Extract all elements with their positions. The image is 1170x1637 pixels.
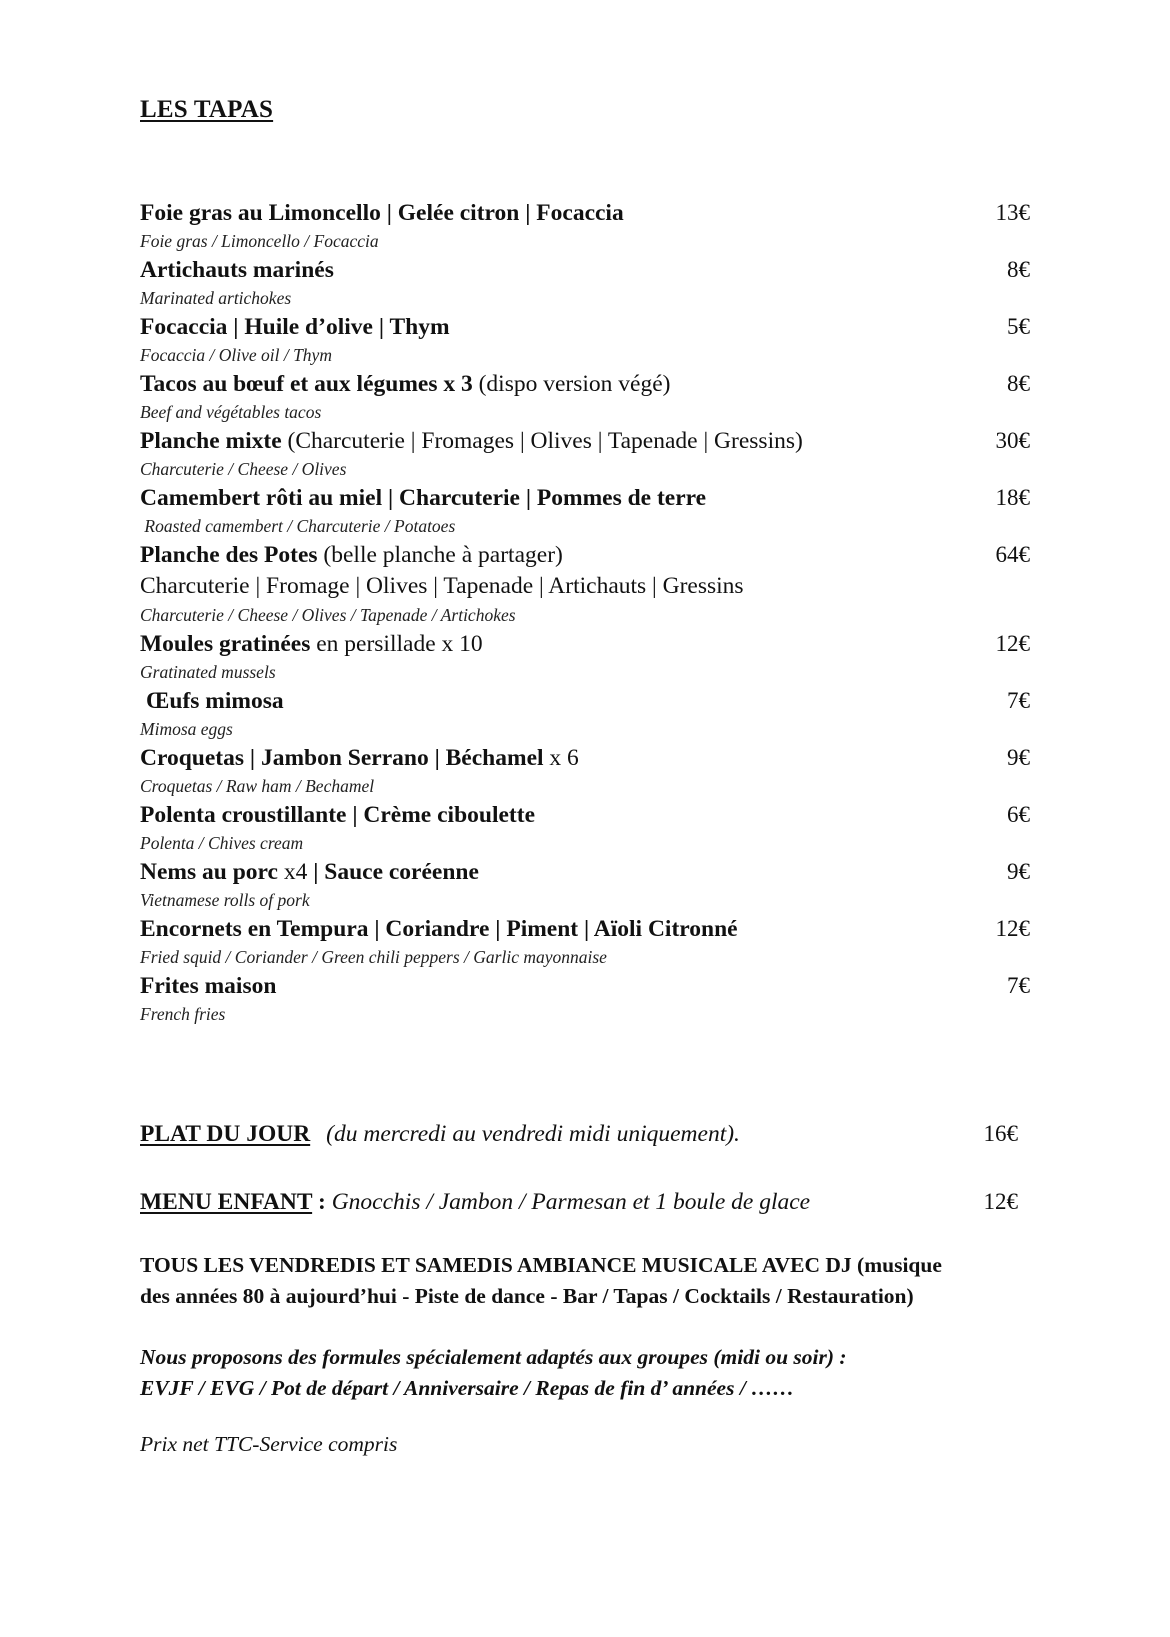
dj-line: des années 80 à aujourd’hui - Piste de dance - Bar / Tapas / Cocktails / Restauration) [140, 1284, 914, 1308]
item-price: 6€ [1007, 802, 1030, 827]
menu-item [140, 540, 1030, 629]
groups-offer [140, 1342, 1030, 1404]
item-price: 18€ [995, 485, 1030, 510]
menu-item [140, 255, 1030, 312]
item-name: Croquetas | Jambon Serrano | Béchamel x 6 [140, 745, 579, 771]
item-translation: Charcuterie / Cheese / Olives [140, 459, 347, 479]
groups-line: Nous proposons des formules spécialement adaptés aux groupes (midi ou soir) : [140, 1345, 847, 1369]
item-translation: French fries [140, 1004, 226, 1024]
item-translation: Roasted camembert / Charcuterie / Potatoes [140, 516, 456, 536]
menu-enfant-price: 12€ [983, 1189, 1018, 1214]
item-name: Tacos au bœuf et aux légumes x 3 (dispo version végé) [140, 371, 671, 397]
menu-item [140, 800, 1030, 857]
item-price: 30€ [995, 428, 1030, 453]
menu-item [140, 198, 1030, 255]
menu-enfant [140, 1189, 1018, 1216]
price-note: Prix net TTC-Service compris [140, 1432, 398, 1456]
dj-announcement [140, 1250, 1030, 1312]
item-price: 7€ [1007, 688, 1030, 713]
item-name: Artichauts marinés [140, 257, 334, 283]
item-price: 8€ [1007, 371, 1030, 396]
item-name: Frites maison [140, 973, 277, 999]
menu-item [140, 369, 1030, 426]
plat-du-jour [140, 1121, 1018, 1148]
item-price: 5€ [1007, 314, 1030, 339]
item-translation: Fried squid / Coriander / Green chili peppers / Garlic mayonnaise [140, 947, 607, 967]
item-translation: Beef and végétables tacos [140, 402, 322, 422]
menu-enfant-colon: : [312, 1189, 326, 1215]
item-translation: Croquetas / Raw ham / Bechamel [140, 776, 375, 796]
menu-item [140, 686, 1030, 743]
item-name: Foie gras au Limoncello | Gelée citron | Focaccia [140, 200, 624, 226]
menu-item [140, 857, 1030, 914]
menu-enfant-desc: Gnocchis / Jambon / Parmesan et 1 boule de glace [325, 1189, 811, 1215]
item-translation: Gratinated mussels [140, 662, 276, 682]
groups-line: EVJF / EVG / Pot de départ / Anniversaire / Repas de fin d’ années / …… [140, 1376, 795, 1400]
item-name: Nems au porc x4 | Sauce coréenne [140, 859, 479, 885]
plat-du-jour-label: PLAT DU JOUR [140, 1121, 311, 1147]
item-price: 12€ [995, 631, 1030, 656]
item-translation: Foie gras / Limoncello / Focaccia [140, 231, 379, 251]
page-title: LES TAPAS [140, 96, 274, 123]
tapas-list [140, 198, 1030, 1028]
item-price: 9€ [1007, 745, 1030, 770]
item-translation: Polenta / Chives cream [140, 833, 304, 853]
plat-du-jour-price: 16€ [983, 1121, 1018, 1146]
menu-item [140, 743, 1030, 800]
item-translation: Charcuterie / Cheese / Olives / Tapenade / Artichokes [140, 605, 516, 625]
item-translation: Marinated artichokes [140, 288, 292, 308]
menu-item [140, 914, 1030, 971]
item-price: 64€ [995, 542, 1030, 567]
item-price: 12€ [995, 916, 1030, 941]
menu-item [140, 312, 1030, 369]
item-price: 8€ [1007, 257, 1030, 282]
item-name: Œufs mimosa [140, 688, 284, 714]
menu-item [140, 483, 1030, 540]
menu-item [140, 426, 1030, 483]
item-name: Polenta croustillante | Crème ciboulette [140, 802, 536, 828]
plat-du-jour-desc: (du mercredi au vendredi midi uniquement). [326, 1121, 740, 1147]
item-translation: Mimosa eggs [140, 719, 233, 739]
item-name: Encornets en Tempura | Coriandre | Piment | Aïoli Citronné [140, 916, 738, 942]
item-price: 9€ [1007, 859, 1030, 884]
item-name: Planche des Potes (belle planche à partager) [140, 542, 563, 568]
item-name: Camembert rôti au miel | Charcuterie | Pommes de terre [140, 485, 707, 511]
item-name: Moules gratinées en persillade x 10 [140, 631, 483, 657]
item-translation: Vietnamese rolls of pork [140, 890, 310, 910]
dj-line: TOUS LES VENDREDIS ET SAMEDIS AMBIANCE MUSICALE AVEC DJ (musique [140, 1253, 942, 1277]
item-translation: Focaccia / Olive oil / Thym [140, 345, 332, 365]
item-details: Charcuterie | Fromage | Olives | Tapenade | Artichauts | Gressins [140, 573, 744, 599]
item-name: Planche mixte (Charcuterie | Fromages | Olives | Tapenade | Gressins) [140, 428, 803, 454]
item-name: Focaccia | Huile d’olive | Thym [140, 314, 450, 340]
menu-item [140, 971, 1030, 1028]
item-price: 7€ [1007, 973, 1030, 998]
menu-enfant-label: MENU ENFANT [140, 1189, 313, 1215]
item-price: 13€ [995, 200, 1030, 225]
menu-item [140, 629, 1030, 686]
